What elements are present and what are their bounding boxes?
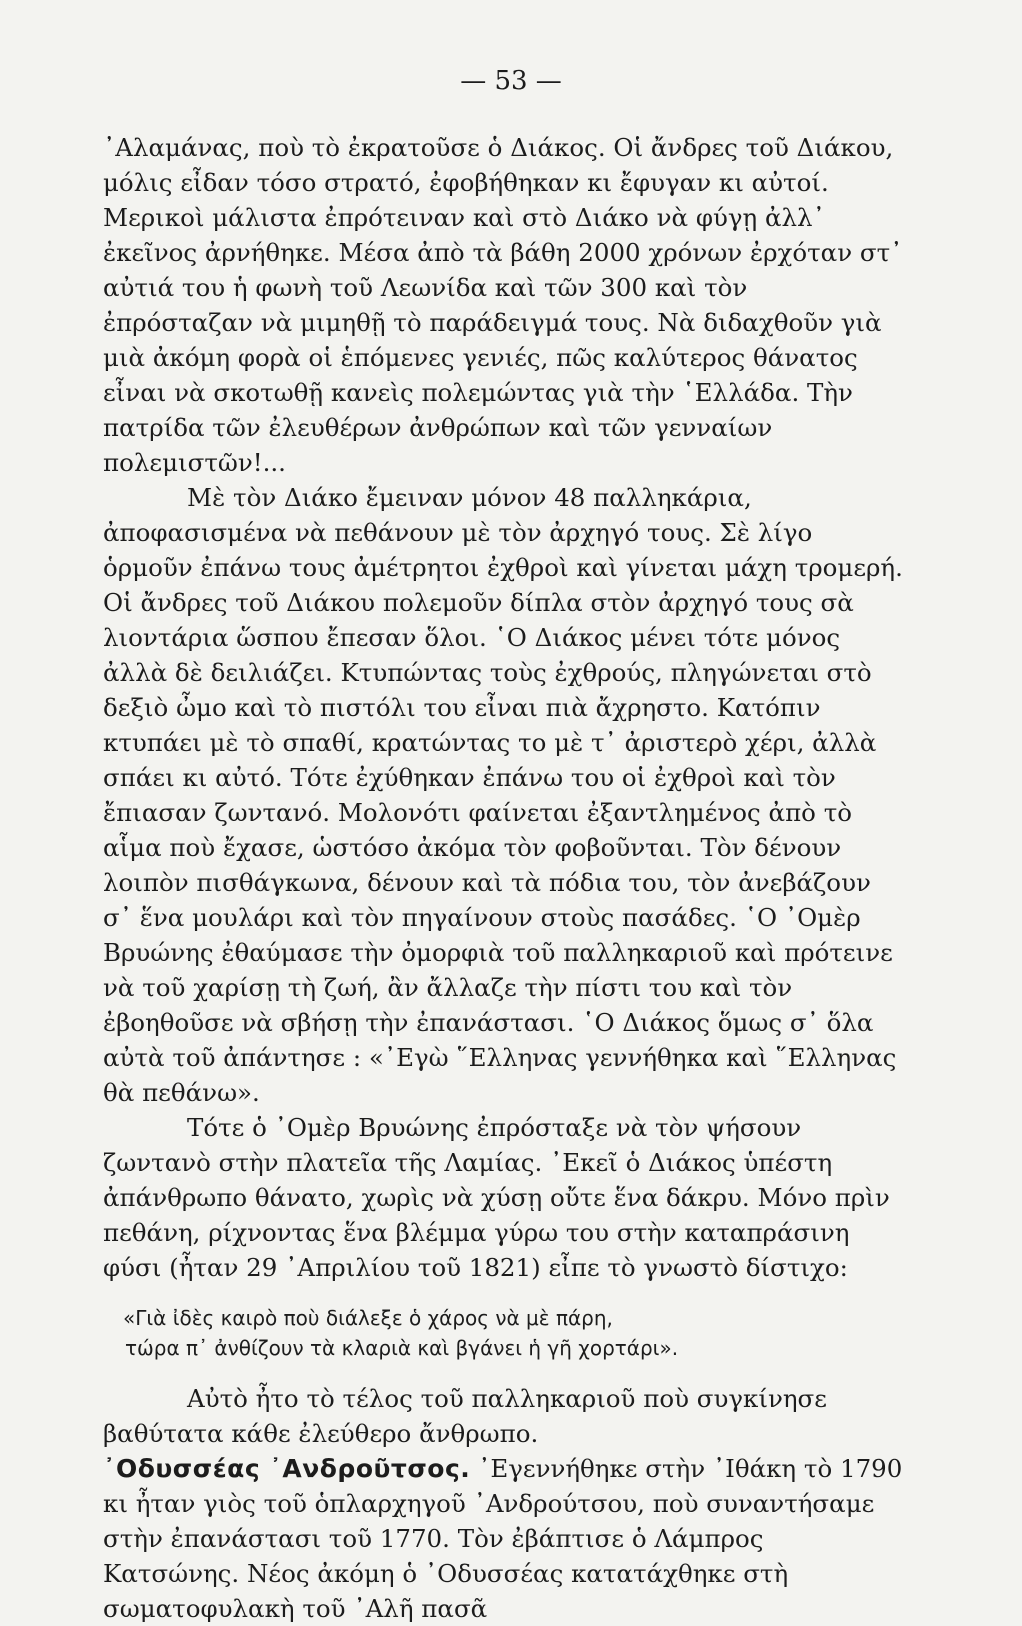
paragraph-5 <box>103 1451 903 1626</box>
section-heading: ᾿Οδυσσέας ᾿Ανδροῦτσος. <box>103 1454 471 1483</box>
paragraph-3: Τότε ὁ ᾿Ομὲρ Βρυώνης ἐπρόσταξε νὰ τὸν ψήσουν ζωντανὸ στὴν πλατεῖα τῆς Λαμίας. ᾿Εκεῖ ὁ Διάκος ὑπέστη ἀπάνθρωπο θάνατο, χωρὶς νὰ χύσῃ οὔτε ἕνα δάκρυ. Μόνο πρὶν πεθάνη, ρίχνοντας ἕνα βλέμμα γύρω του στὴν καταπράσινη φύσι (ἦταν 29 ᾿Απριλίου τοῦ 1821) εἶπε τὸ γνωστὸ δίστιχο: <box>103 1113 890 1282</box>
verse-line-2: τώρα π᾿ ἀνθίζουν τὰ κλαριὰ καὶ βγάνει ἡ γῆ χορτάρι». <box>125 1336 679 1360</box>
paragraph-5-text: ᾿Εγεννήθηκε στὴν ᾿Ιθάκη τὸ 1790 κι ἦταν γιὸς τοῦ ὁπλαρχηγοῦ ᾿Ανδρούτσου, ποὺ συναντήσαμε στὴν ἐπανάστασι τοῦ 1770. Τὸν ἐβάπτισε ὁ Λάμπρος Κατσώνης. Νέος ἀκόμη ὁ ᾿Οδυσσέας κατατάχθηκε στὴ σωματοφυλακὴ τοῦ ᾿Αλῆ πασᾶ <box>103 1454 903 1623</box>
paragraph-1: ᾿Αλαμάνας, ποὺ τὸ ἐκρατοῦσε ὁ Διάκος. Οἱ ἄνδρες τοῦ Διάκου, μόλις εἶδαν τόσο στρατό, ἐφοβήθηκαν κι ἔφυγαν κι αὐτοί. Μερικοὶ μάλιστα ἐπρότειναν καὶ στὸ Διάκο νὰ φύγῃ ἀλλ᾿ ἐκεῖνος ἀρνήθηκε. Μέσα ἀπὸ τὰ βάθη 2000 χρόνων ἐρχόταν στ᾿ αὐτιά του ἡ φωνὴ τοῦ Λεωνίδα καὶ τῶν 300 καὶ τὸν ἐπρόσταζαν νὰ μιμηθῇ τὸ παράδειγμά τους. Νὰ διδαχθοῦν γιὰ μιὰ ἀκόμη φορὰ οἱ ἑπόμενες γενιές, πῶς καλύτερος θάνατος εἶναι νὰ σκοτωθῇ κανεὶς πολεμώντας γιὰ τὴν ῾Ελλάδα. Τὴν πατρίδα τῶν ἐλευθέρων ἀνθρώπων καὶ τῶν γενναίων πολεμιστῶν!... <box>103 133 903 477</box>
spacer <box>103 1285 903 1303</box>
paragraph-4: Αὐτὸ ἦτο τὸ τέλος τοῦ παλληκαριοῦ ποὺ συγκίνησε βαθύτατα κάθε ἐλεύθερο ἄνθρωπο. <box>103 1384 827 1448</box>
verse-line-1: «Γιὰ ἰδὲς καιρὸ ποὺ διάλεξε ὁ χάρος νὰ μὲ πάρη, <box>123 1306 613 1330</box>
verse-couplet <box>123 1303 903 1363</box>
page-number: — 53 — <box>460 66 562 96</box>
paragraph-2: Μὲ τὸν Διάκο ἔμειναν μόνον 48 παλληκάρια, ἀποφασισμένα νὰ πεθάνουν μὲ τὸν ἀρχηγό τους. Σὲ λίγο ὁρμοῦν ἐπάνω τους ἀμέτρητοι ἐχθροὶ καὶ γίνεται μάχη τρομερή. Οἱ ἄνδρες τοῦ Διάκου πολεμοῦν δίπλα στὸν ἀρχηγό τους σὰ λιοντάρια ὥσπου ἔπεσαν ὅλοι. ῾Ο Διάκος μένει τότε μόνος ἀλλὰ δὲ δειλιάζει. Κτυπώντας τοὺς ἐχθρούς, πληγώνεται στὸ δεξιὸ ὦμο καὶ τὸ πιστόλι του εἶναι πιὰ ἄχρηστο. Κατόπιν κτυπάει μὲ τὸ σπαθί, κρατώντας το μὲ τ᾿ ἀριστερὸ χέρι, ἀλλὰ σπάει κι αὐτό. Τότε ἐχύθηκαν ἐπάνω του οἱ ἐχθροὶ καὶ τὸν ἔπιασαν ζωντανό. Μολονότι φαίνεται ἐξαντλημένος ἀπὸ τὸ αἷμα ποὺ ἔχασε, ὡστόσο ἀκόμα τὸν φοβοῦνται. Τὸν δένουν λοιπὸν πισθάγκωνα, δένουν καὶ τὰ πόδια του, τὸν ἀνεβάζουν σ᾿ ἕνα μουλάρι καὶ τὸν πηγαίνουν στοὺς πασάδες. ῾Ο ᾿Ομὲρ Βρυώνης ἐθαύμασε τὴν ὀμορφιὰ τοῦ παλληκαριοῦ καὶ πρότεινε νὰ τοῦ χαρίσῃ τὴ ζωή, ἂν ἄλλαζε τὴν πίστι του καὶ τὸν ἐβοηθοῦσε νὰ σβήσῃ τὴν ἐπανάστασι. ῾Ο Διάκος ὅμως σ᾿ ὅλα αὐτὰ τοῦ ἀπάντησε : «᾿Εγὼ ῞Ελληνας γεννήθηκα καὶ ῞Ελληνας θὰ πεθάνω». <box>103 483 903 1107</box>
page-body <box>103 130 903 1626</box>
spacer <box>103 1363 903 1381</box>
